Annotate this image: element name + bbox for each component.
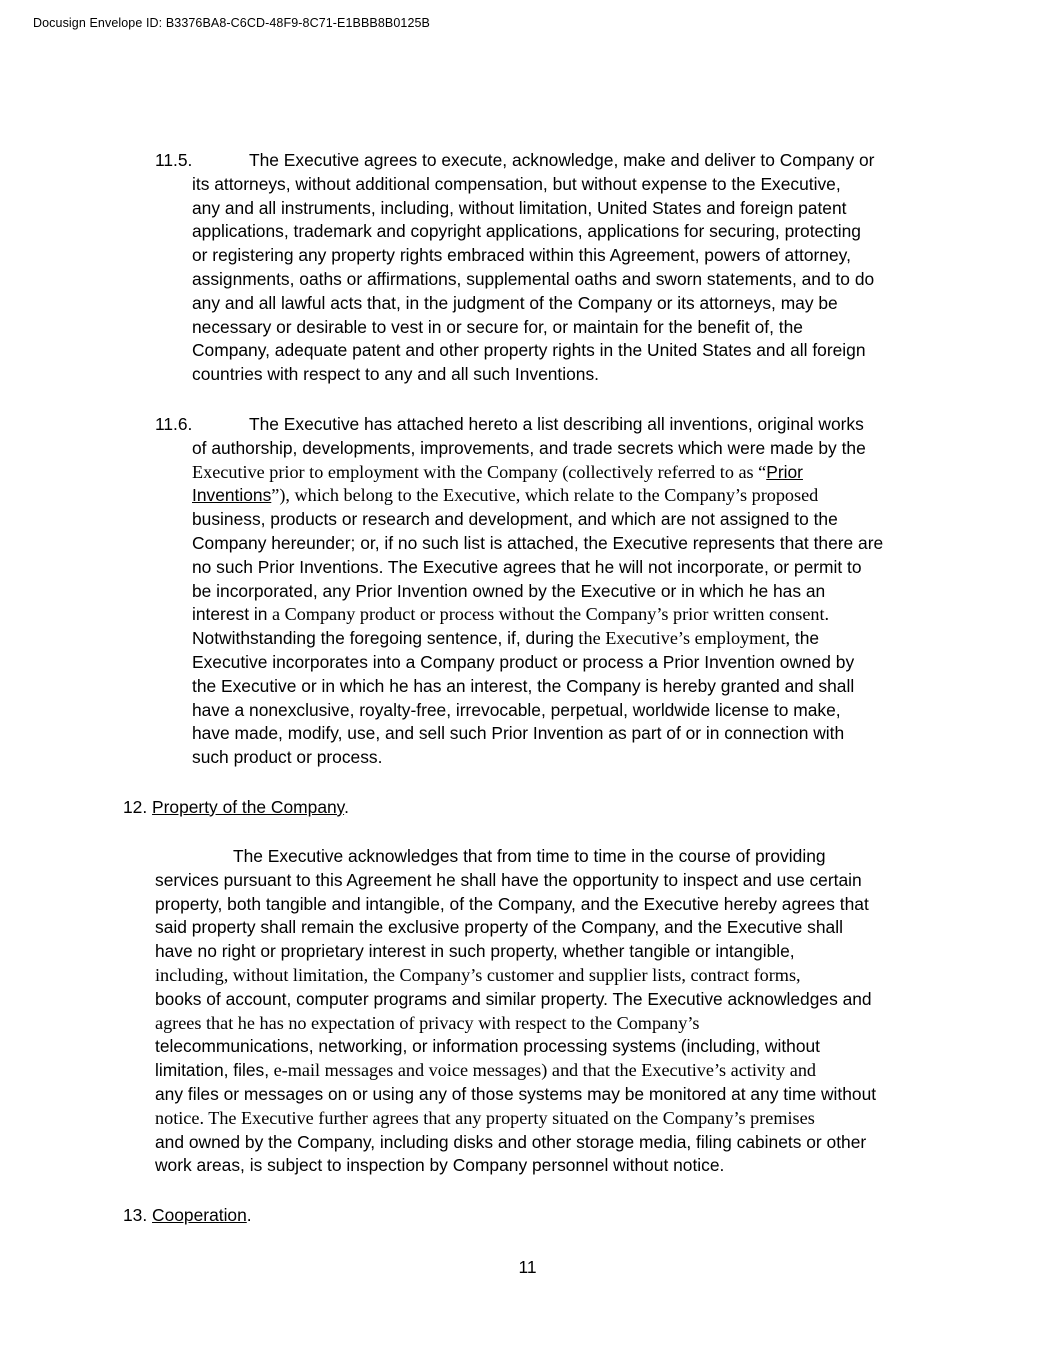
paragraph-line: Company, adequate patent and other property rights in the United States and all foreign <box>192 340 866 361</box>
section-12-heading <box>123 796 349 820</box>
paragraph-line: Company hereunder; or, if no such list is attached, the Executive represents that there are <box>192 532 884 553</box>
paragraph-line: be incorporated, any Prior Invention owned by the Executive or in which he has an <box>192 580 826 601</box>
section-11-6 <box>155 413 883 770</box>
paragraph-line: said property shall remain the exclusive property of the Company, and the Executive shall <box>155 917 843 938</box>
paragraph-line: work areas, is subject to inspection by Company personnel without notice. <box>155 1155 725 1176</box>
paragraph-line: have no right or proprietary interest in such property, whether tangible or intangible, <box>155 941 795 962</box>
paragraph-line: or registering any property rights embraced within this Agreement, powers of attorney, <box>192 245 851 266</box>
paragraph-line: its attorneys, without additional compensation, but without expense to the Executive, <box>192 173 841 194</box>
paragraph-line: The Executive acknowledges that from time to time in the course of providing <box>233 846 826 866</box>
paragraph-line: countries with respect to any and all such Inventions. <box>192 364 599 385</box>
page-number: 11 <box>518 1257 537 1277</box>
paragraph-line <box>155 603 883 627</box>
paragraph-line: necessary or desirable to vest in or secure for, or maintain for the benefit of, the <box>192 316 803 337</box>
paragraph-line: have a nonexclusive, royalty-free, irrevocable, perpetual, worldwide license to make, <box>192 699 841 720</box>
paragraph-line: assignments, oaths or affirmations, supplemental oaths and sworn statements, and to do <box>192 268 875 289</box>
paragraph-line: services pursuant to this Agreement he shall have the opportunity to inspect and use certain <box>155 869 862 890</box>
paragraph-line: notice. The Executive further agrees that any property situated on the Company’s premises <box>155 1107 815 1128</box>
paragraph-line: such product or process. <box>192 747 383 768</box>
paragraph-text: ”), which belong to the Executive, which relate to the Company’s proposed <box>271 485 819 506</box>
paragraph-line: no such Prior Inventions. The Executive agrees that he will not incorporate, or permit to <box>192 556 862 577</box>
paragraph-line: have made, modify, use, and sell such Prior Invention as part of or in connection with <box>192 723 845 744</box>
paragraph-line <box>155 461 883 485</box>
section-number: 13. <box>123 1205 148 1225</box>
paragraph-text: interest in <box>192 604 268 625</box>
section-number: 11.6. <box>155 414 193 434</box>
paragraph-line <box>155 484 883 508</box>
paragraph-line: The Executive has attached hereto a list describing all inventions, original works <box>249 414 864 434</box>
section-11-5 <box>155 149 874 387</box>
paragraph-text: Executive prior to employment with the Company (collectively referred to as “ <box>192 461 767 482</box>
paragraph-line: The Executive agrees to execute, acknowledge, make and deliver to Company or <box>249 150 875 170</box>
defined-term-prior: Prior <box>766 461 803 482</box>
paragraph-line: business, products or research and development, and which are not assigned to the <box>192 509 838 530</box>
section-13-heading <box>123 1204 252 1228</box>
paragraph-text: limitation, files, <box>155 1060 270 1081</box>
paragraph-line: any and all instruments, including, without limitation, United States and foreign patent <box>192 197 847 218</box>
paragraph-line: any files or messages on or using any of those systems may be monitored at any time without <box>155 1083 877 1104</box>
section-number: 11.5. <box>155 150 193 170</box>
section-title: Cooperation <box>152 1205 247 1225</box>
paragraph-line: applications, trademark and copyright applications, applications for securing, protecting <box>192 221 861 242</box>
paragraph-text: e-mail messages and voice messages) and that the Executive’s activity and <box>269 1060 817 1081</box>
section-number: 12. <box>123 797 148 817</box>
paragraph-line: agrees that he has no expectation of privacy with respect to the Company’s <box>155 1012 700 1033</box>
section-12-body <box>155 845 876 1178</box>
paragraph-line: Executive incorporates into a Company product or process a Prior Invention owned by <box>192 651 855 672</box>
paragraph-text: Notwithstanding the foregoing sentence, if, during <box>192 628 574 649</box>
section-title: Property of the Company <box>152 797 345 817</box>
paragraph-line: property, both tangible and intangible, of the Company, and the Executive hereby agrees that <box>155 893 869 914</box>
paragraph-line: including, without limitation, the Company’s customer and supplier lists, contract forms, <box>155 964 801 985</box>
paragraph-text: a Company product or process without the Company’s prior written consent. <box>267 604 830 625</box>
paragraph-line: books of account, computer programs and similar property. The Executive acknowledges and <box>155 988 872 1009</box>
paragraph-line: and owned by the Company, including disks and other storage media, filing cabinets or other <box>155 1131 867 1152</box>
paragraph-line: any and all lawful acts that, in the judgment of the Company or its attorneys, may be <box>192 292 838 313</box>
paragraph-line: of authorship, developments, improvements, and trade secrets which were made by the <box>192 437 866 458</box>
envelope-id: Docusign Envelope ID: B3376BA8-C6CD-48F9-8C71-E1BBB8B0125B <box>33 16 430 30</box>
paragraph-line <box>155 1059 876 1083</box>
paragraph-line <box>155 627 883 651</box>
paragraph-text: the Executive’s employment, <box>573 628 791 649</box>
defined-term-inventions: Inventions <box>192 485 272 506</box>
paragraph-line: the Executive or in which he has an interest, the Company is hereby granted and shall <box>192 675 855 696</box>
heading-period: . <box>246 1205 252 1225</box>
paragraph-text: the <box>790 628 820 649</box>
paragraph-line: telecommunications, networking, or information processing systems (including, without <box>155 1036 821 1057</box>
heading-period: . <box>344 797 349 817</box>
